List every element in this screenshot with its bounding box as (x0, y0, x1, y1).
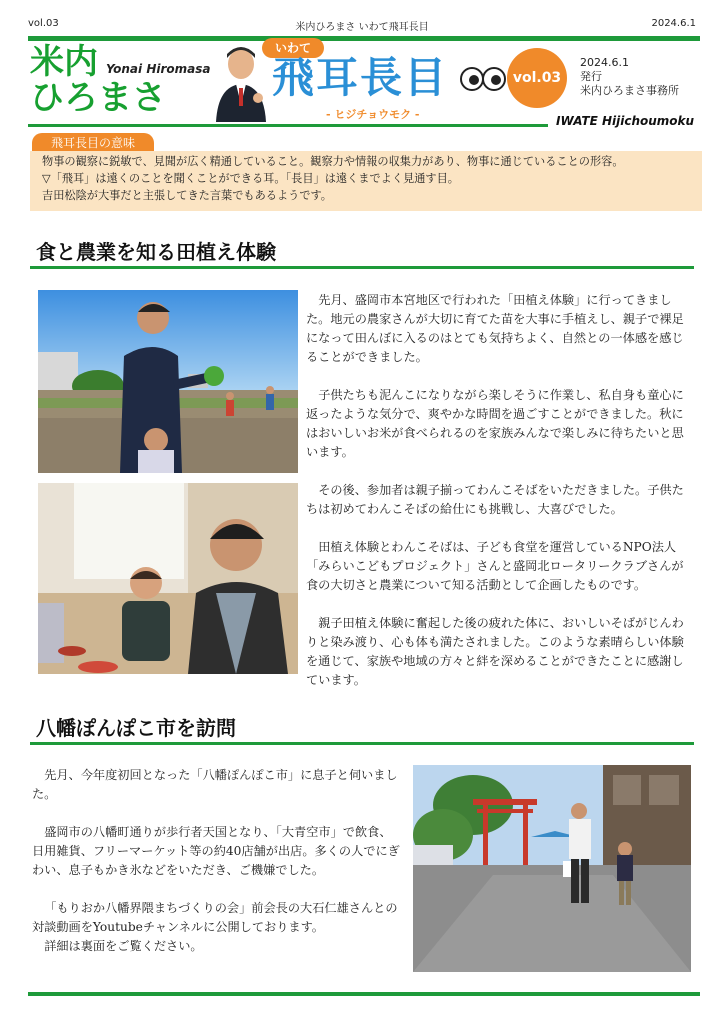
bottom-rule (28, 992, 700, 996)
article1-paragraph-3: その後、参加者は親子揃ってわんこそばをいただきました。子供たちは初めてわんこそばの給仕にも挑戦し、大喜びでした。 (306, 483, 684, 516)
meaning-line-3: 吉田松陰が大事だと主張してきた言葉でもあるようです。 (42, 189, 332, 202)
wanko-soba-photo (38, 483, 298, 674)
article2-paragraph-4: 詳細は裏面をご覧ください。 (44, 939, 203, 953)
eyes-icon (460, 64, 506, 98)
top-rule (28, 36, 700, 41)
masthead-rule (28, 124, 548, 127)
article2-paragraph-2: 盛岡市の八幡町通りが歩行者天国となり、「大青空市」で飲食、日用雑貨、フリーマーケット等の約40店舗が出店。多くの人でにぎわい、息子もかき氷などをいただき、ご機嫌でした。 (32, 825, 400, 877)
header-caption: 米内ひろまさ いわて飛耳長目 (295, 22, 429, 33)
rice-planting-photo (38, 290, 298, 473)
logo-title: 飛耳長目 (272, 53, 449, 102)
logo-prefix-badge: いわて (262, 38, 324, 58)
volume-number: vol.03 (28, 18, 59, 29)
publisher-name: 米内ひろまさ事務所 (580, 84, 679, 97)
article2-rule (30, 742, 694, 745)
meaning-line-2: ▽「飛耳」は遠くのことを聞くことができる耳。「長目」は遠くまでよく見通す目。 (42, 172, 459, 185)
article2-body (32, 766, 400, 975)
portrait-image (212, 42, 270, 122)
article2-paragraph-1: 先月、今年度初回となった「八幡ぽんぽこ市」に息子と伺いました。 (32, 768, 398, 801)
english-title: IWATE Hijichoumoku (556, 114, 695, 128)
meaning-line-1: 物事の観察に鋭敏で、見聞が広く精通していること。観察力や情報の収集力があり、物事に通じていることの形容。 (42, 155, 624, 168)
meaning-box (30, 151, 702, 211)
article2-title: 八幡ぽんぽこ市を訪問 (36, 716, 236, 740)
article1-paragraph-2: 子供たちも泥んこになりながら楽しそうに作業し、私自身も童心に返ったような気分で、爽やかな時間を過ごすことができました。秋にはおいしいお米が食べられるのを家族みんなで楽しみに待ちたいと思います。 (306, 388, 684, 459)
article1-body (306, 291, 694, 709)
name-line2: ひろまさ (30, 78, 166, 118)
issue-date-top: 2024.6.1 (651, 18, 696, 29)
article1-paragraph-5: 親子田植え体験に奮起した後の疲れた体に、おいしいそばがじんわりと染み渡り、心も体も満たされました。このような素晴らしい体験を通じて、家族や地域の方々と絆を深めることができたことに感謝しています。 (306, 616, 684, 687)
publisher-label: 発行 (580, 70, 602, 83)
name-english: Yonai Hiromasa (106, 62, 211, 76)
hachiman-street-photo (413, 765, 691, 972)
article2-paragraph-3: 「もりおか八幡界隈まちづくりの会」前会長の大石仁雄さんとの対談動画をYoutubeチャンネルに公開しております。 (32, 901, 398, 934)
article1-title: 食と農業を知る田植え体験 (36, 240, 276, 264)
article1-paragraph-4: 田植え体験とわんこそばは、子ども食堂を運営しているNPO法人「みらいこどもプロジェクト」さんと盛岡北ロータリークラブさんが食の大切さと農業について知る活動として企画したものです。 (306, 540, 684, 592)
name-line1: 米内 (30, 42, 98, 82)
issue-date: 2024.6.1 (580, 56, 629, 69)
meaning-tab: 飛耳長目の意味 (32, 133, 154, 153)
article1-rule (30, 266, 694, 269)
article1-paragraph-1: 先月、盛岡市本宮地区で行われた「田植え体験」に行ってきました。地元の農家さんが大切に育てた苗を大事に手植えし、親子で裸足になって田んぼに入るのはとても気持ちよく、自然との一体感を感じることができました。 (306, 293, 684, 364)
logo-reading: - ヒジチョウモク - (326, 108, 420, 121)
volume-badge: vol.03 (507, 48, 567, 108)
